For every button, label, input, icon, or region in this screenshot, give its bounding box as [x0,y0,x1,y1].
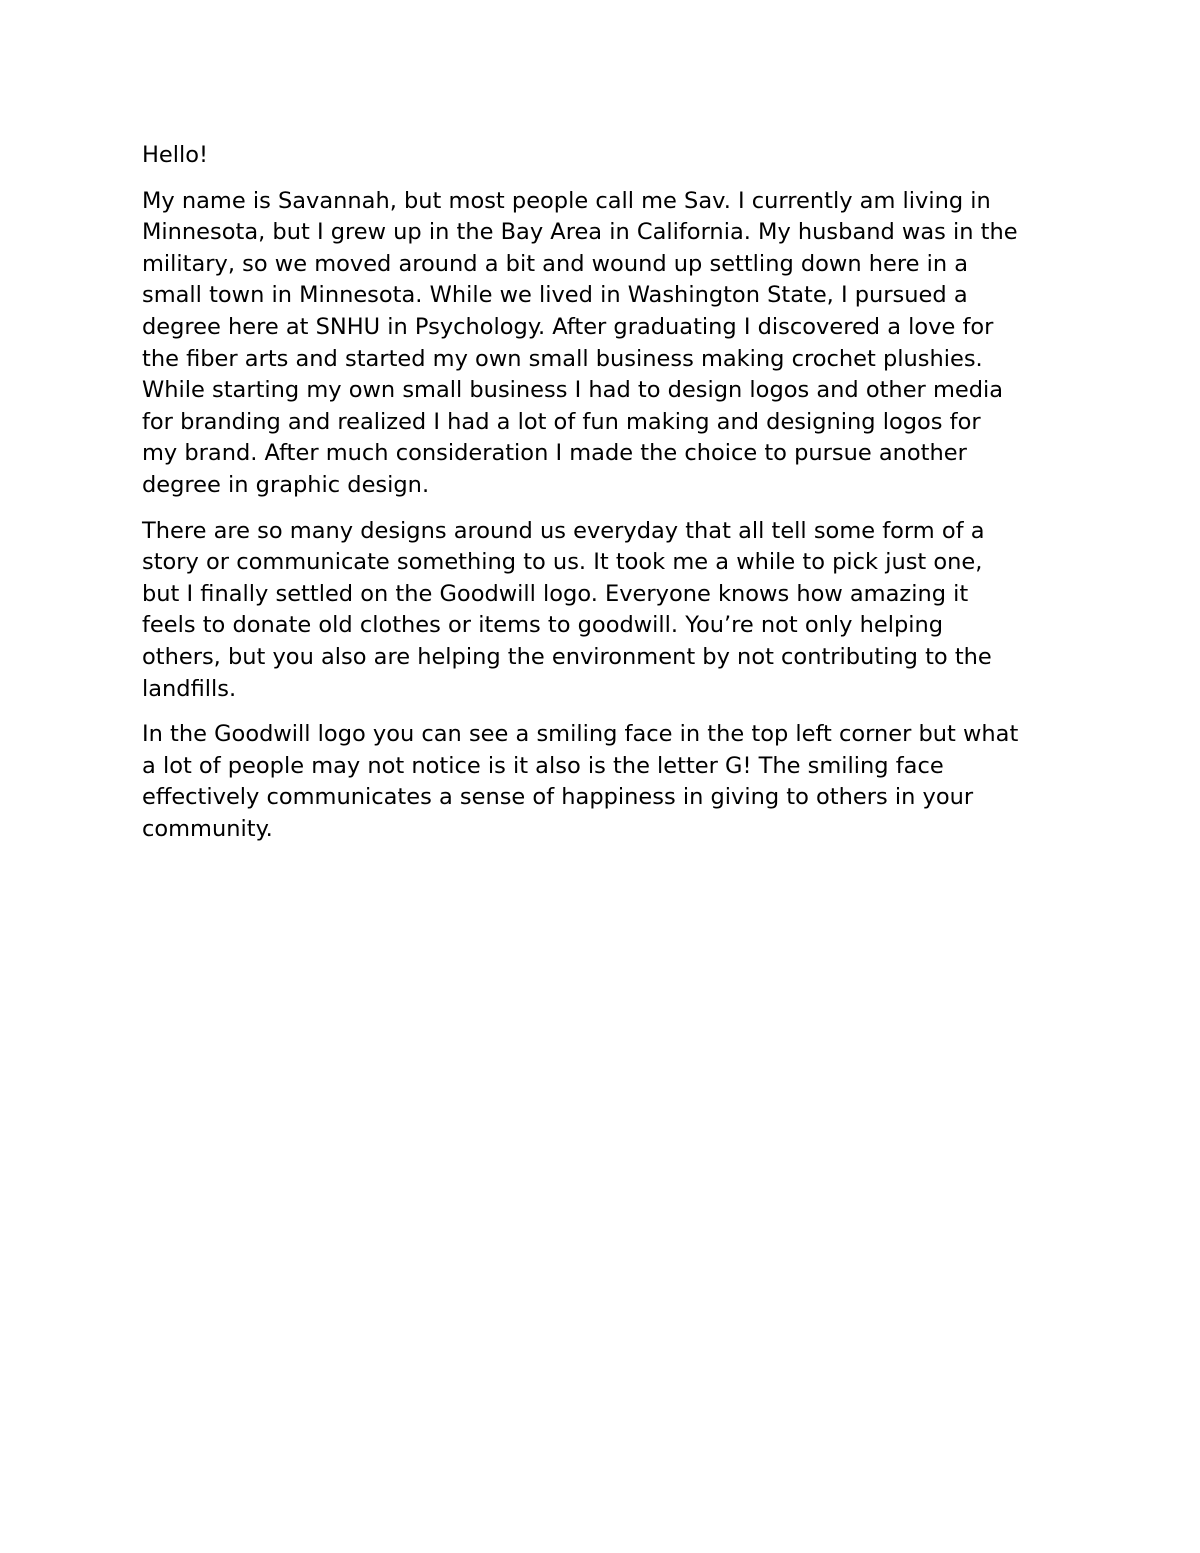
paragraph-line: landfills. [142,675,237,702]
paragraph-line: the fiber arts and started my own small business making crochet plushies. [142,345,983,372]
logo-analysis-paragraph [142,719,1072,845]
paragraph-line: While starting my own small business I had to design logos and other media [142,377,1004,404]
design-choice-paragraph [142,516,1072,706]
paragraph-line: In the Goodwill logo you can see a smiling face in the top left corner but what [142,721,1019,748]
paragraph-line: but I finally settled on the Goodwill logo. Everyone knows how amazing it [142,580,969,607]
paragraph-line: degree here at SNHU in Psychology. After graduating I discovered a love for [142,313,994,340]
paragraph-line: community. [142,815,273,842]
paragraph-line: effectively communicates a sense of happiness in giving to others in your [142,784,974,811]
paragraph-line: my brand. After much consideration I made the choice to pursue another [142,440,967,467]
paragraph-line: military, so we moved around a bit and wound up settling down here in a [142,250,969,277]
greeting-paragraph [142,140,1072,172]
paragraph-line: My name is Savannah, but most people call me Sav. I currently am living in [142,187,991,214]
document-body [142,140,1072,859]
paragraph-line: feels to donate old clothes or items to goodwill. You’re not only helping [142,612,944,639]
paragraph-line: degree in graphic design. [142,471,430,498]
greeting-text: Hello! [142,142,209,168]
paragraph-line: Minnesota, but I grew up in the Bay Area in California. My husband was in the [142,219,1018,246]
paragraph-line: There are so many designs around us everyday that all tell some form of a [142,517,985,544]
paragraph-line: others, but you also are helping the environment by not contributing to the [142,643,992,670]
paragraph-line: for branding and realized I had a lot of fun making and designing logos for [142,408,981,435]
paragraph-line: small town in Minnesota. While we lived in Washington State, I pursued a [142,282,968,309]
paragraph-line: a lot of people may not notice is it also is the letter G! The smiling face [142,752,944,779]
intro-paragraph [142,186,1072,502]
paragraph-line: story or communicate something to us. It took me a while to pick just one, [142,549,983,576]
